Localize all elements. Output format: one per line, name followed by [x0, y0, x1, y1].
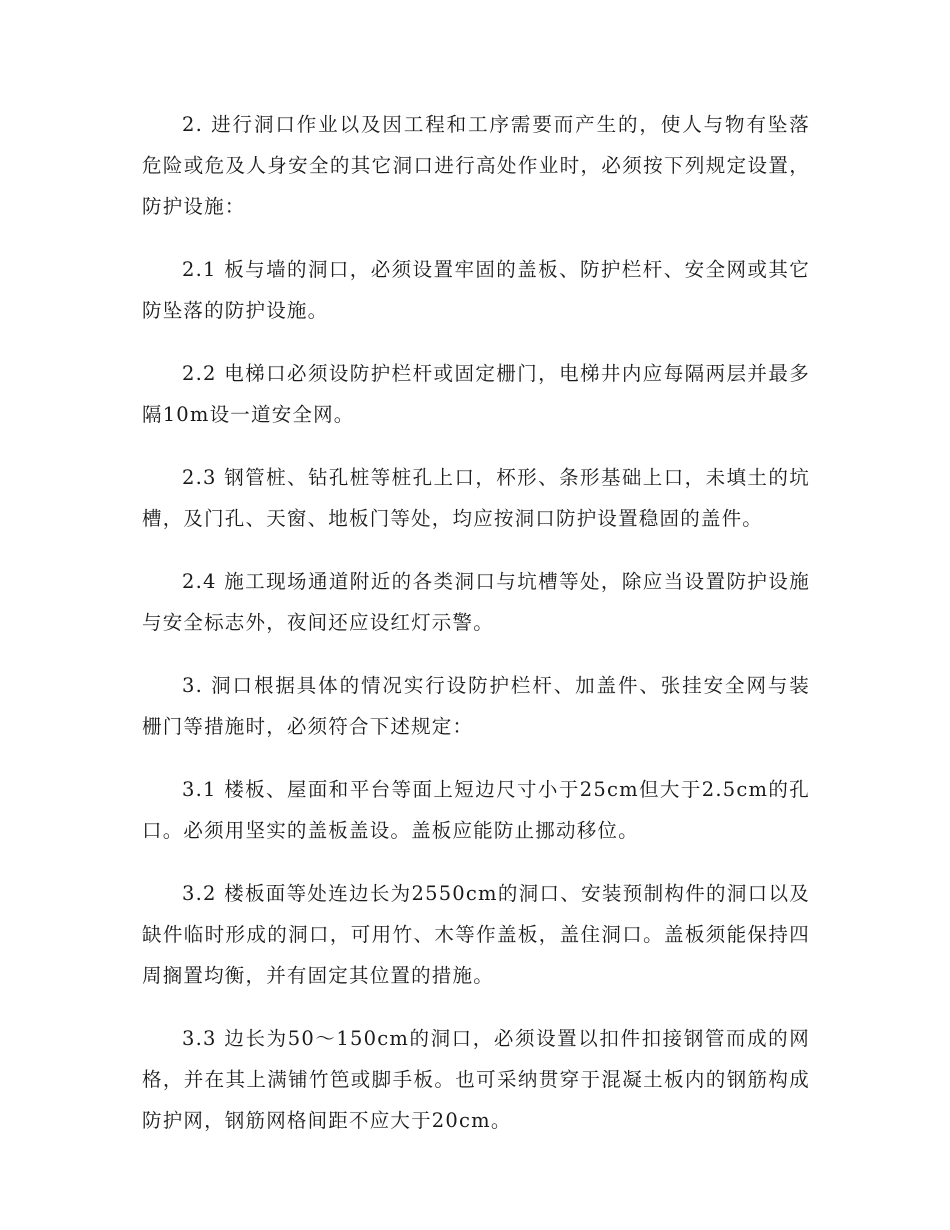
paragraph-2: 2. 进行洞口作业以及因工程和工序需要而产生的，使人与物有坠落危险或危及人身安全的其它洞口进行高处作业时，必须按下列规定设置，防护设施： — [142, 113, 810, 218]
document-page — [142, 104, 810, 1163]
paragraph-3-2: 3.2 楼板面等处连边长为2550cm的洞口、安装预制构件的洞口以及缺件临时形成的洞口，可用竹、木等作盖板，盖住洞口。盖板须能保持四周搁置均衡，并有固定其位置的措施。 — [142, 882, 810, 987]
paragraph-2-3: 2.3 钢管桩、钻孔桩等桩孔上口，杯形、条形基础上口，未填土的坑槽，及门孔、天窗、地板门等处，均应按洞口防护设置稳固的盖件。 — [142, 466, 810, 530]
paragraph-2-1: 2.1 板与墙的洞口，必须设置牢固的盖板、防护栏杆、安全网或其它防坠落的防护设施。 — [142, 258, 810, 322]
paragraph-3: 3. 洞口根据具体的情况实行设防护栏杆、加盖件、张挂安全网与装栅门等措施时，必须符合下述规定： — [142, 674, 810, 738]
paragraph-2-4: 2.4 施工现场通道附近的各类洞口与坑槽等处，除应当设置防护设施与安全标志外，夜间还应设红灯示警。 — [142, 570, 810, 634]
paragraph-3-1: 3.1 楼板、屋面和平台等面上短边尺寸小于25cm但大于2.5cm的孔口。必须用坚实的盖板盖设。盖板应能防止挪动移位。 — [142, 778, 810, 842]
paragraph-3-3: 3.3 边长为50～150cm的洞口，必须设置以扣件扣接钢管而成的网格，并在其上满铺竹笆或脚手板。也可采纳贯穿于混凝土板内的钢筋构成防护网，钢筋网格间距不应大于20cm。 — [142, 1027, 810, 1132]
paragraph-2-2: 2.2 电梯口必须设防护栏杆或固定栅门，电梯井内应每隔两层并最多隔10m设一道安全网。 — [142, 362, 810, 426]
